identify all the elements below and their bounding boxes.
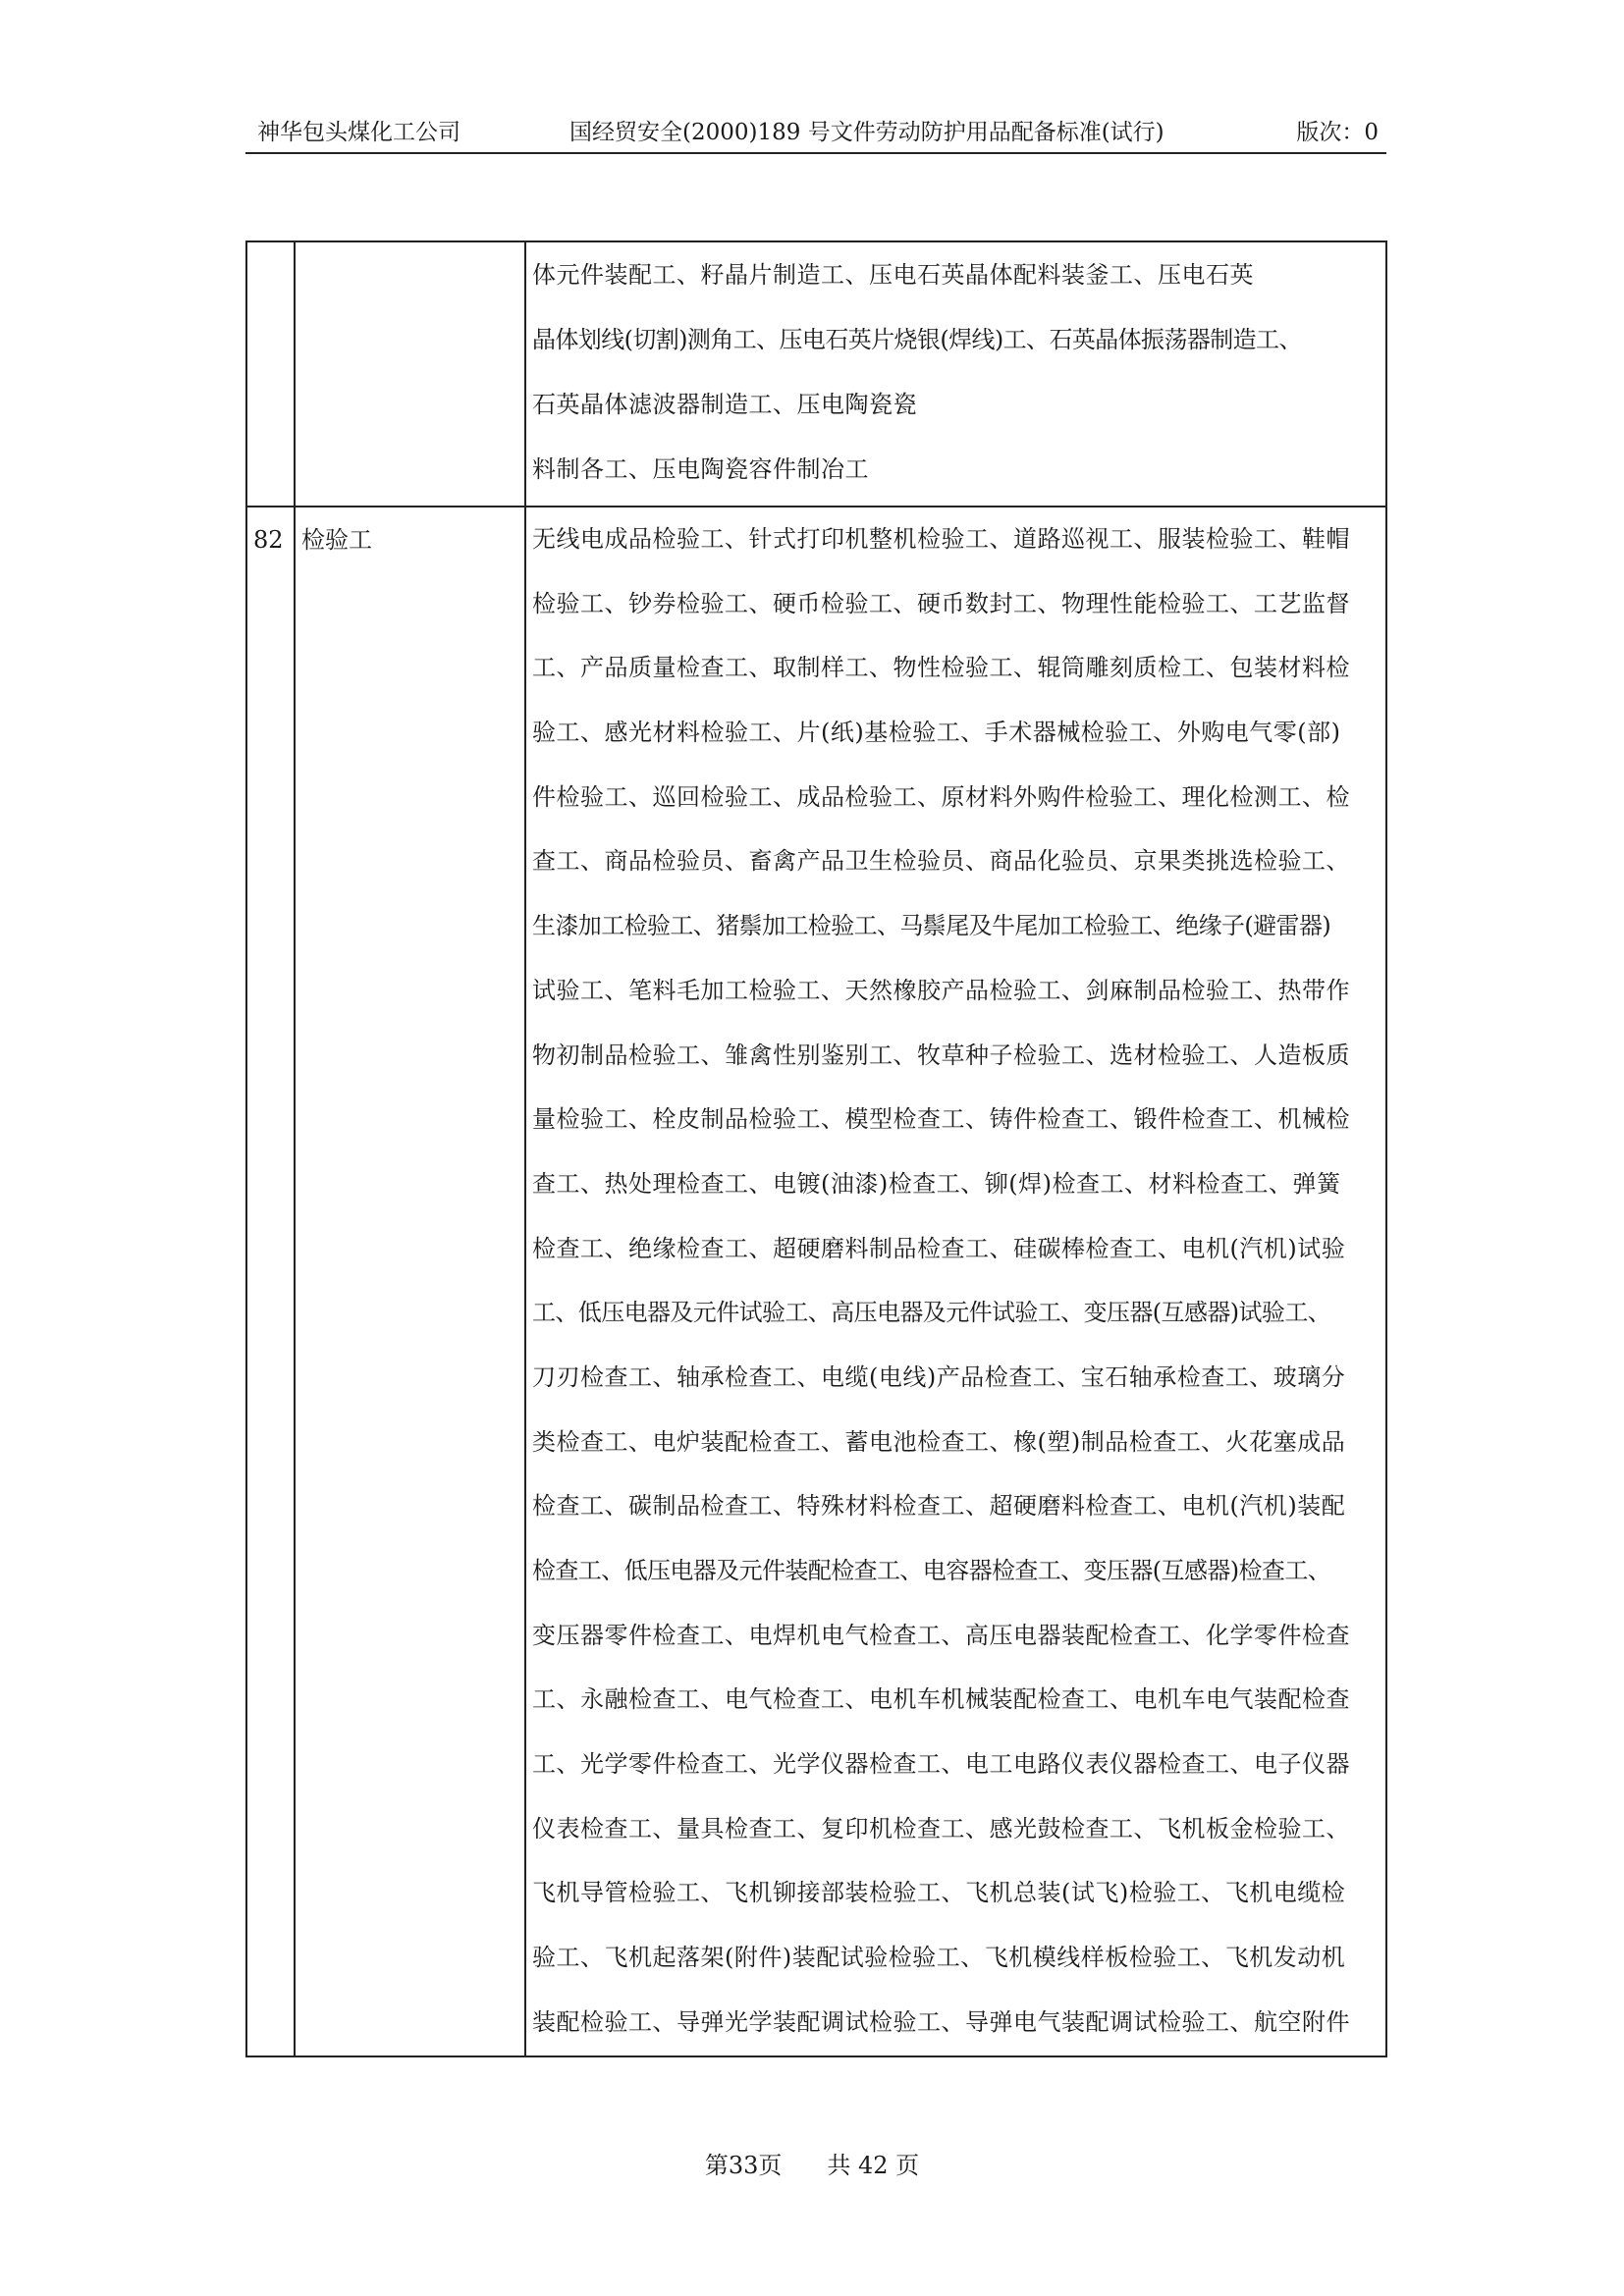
job-category-name: 检验工 <box>301 526 372 554</box>
job-list-line: 刀刃检查工、轴承检查工、电缆(电线)产品检查工、宝石轴承检查工、玻璃分 <box>532 1362 1346 1391</box>
job-list-line: 飞机导管检验工、飞机铆接部装检验工、飞机总装(试飞)检验工、飞机电缆检 <box>532 1879 1346 1907</box>
job-list-line: 装配检验工、导弹光学装配调试检验工、导弹电气装配调试检验工、航空附件 <box>532 2007 1350 2036</box>
job-list-line: 变压器零件检查工、电焊机电气检查工、高压电器装配检查工、化学零件检查 <box>532 1621 1350 1649</box>
job-list-line: 查工、商品检验员、畜禽产品卫生检验员、商品化验员、京果类挑选检验工、 <box>532 847 1350 876</box>
row-number-cell <box>246 507 295 2056</box>
job-list-line: 石英晶体滤波器制造工、压电陶瓷瓷 <box>532 391 917 418</box>
job-list-line: 工、低压电器及元件试验工、高压电器及元件试验工、变压器(互感器)试验工、 <box>532 1299 1331 1327</box>
header-title: 国经贸安全(2000)189 号文件劳动防护用品配备标准(试行) <box>569 120 1164 145</box>
job-list-line: 工、永融检查工、电气检查工、电机车机械装配检查工、电机车电气装配检查 <box>532 1685 1350 1714</box>
table-row-continuation <box>246 241 1386 507</box>
page-footer <box>0 2146 1624 2180</box>
table-row-82 <box>246 507 1386 2056</box>
row-number-cell <box>246 241 295 507</box>
job-list-line: 试验工、笔料毛加工检验工、天然橡胶产品检验工、剑麻制品检验工、热带作 <box>532 976 1350 1004</box>
page-total: 共 42 页 <box>827 2152 920 2179</box>
job-list-line: 量检验工、栓皮制品检验工、模型检查工、铸件检查工、锻件检查工、机械检 <box>532 1105 1350 1134</box>
job-list-line: 料制各工、压电陶瓷容件制冶工 <box>532 455 869 483</box>
page-header <box>245 113 1386 154</box>
job-list-line: 件检验工、巡回检验工、成品检验工、原材料外购件检验工、理化检测工、检 <box>532 782 1350 811</box>
row-name-cell <box>295 241 525 507</box>
job-list-line: 体元件装配工、籽晶片制造工、压电石英晶体配料装釜工、压电石英 <box>532 261 1254 289</box>
job-list-line: 工、光学零件检查工、光学仪器检查工、电工电路仪表仪器检查工、电子仪器 <box>532 1750 1350 1779</box>
job-list-line: 工、产品质量检查工、取制样工、物性检验工、辊筒雕刻质检工、包装材料检 <box>532 654 1350 682</box>
row-number: 82 <box>253 526 284 554</box>
job-list-line: 生漆加工检验工、猪鬃加工检验工、马鬃尾及牛尾加工检验工、绝缘子(避雷器) <box>532 912 1331 940</box>
row-name-cell <box>295 507 525 2056</box>
job-list-line: 检验工、钞券检验工、硬币检验工、硬币数封工、物理性能检验工、工艺监督 <box>532 589 1350 617</box>
page-number: 第33页 <box>704 2152 783 2179</box>
job-list-line: 无线电成品检验工、针式打印机整机检验工、道路巡视工、服装检验工、鞋帽 <box>532 525 1350 553</box>
header-version: 版次：0 <box>1296 120 1379 145</box>
job-list-line: 晶体划线(切割)测角工、压电石英片烧银(焊线)工、石英晶体振荡器制造工、 <box>532 326 1302 353</box>
job-list-line: 验工、感光材料检验工、片(纸)基检验工、手术器械检验工、外购电气零(部) <box>532 719 1341 747</box>
job-list-line: 检查工、低压电器及元件装配检查工、电容器检查工、变压器(互感器)检查工、 <box>532 1557 1331 1584</box>
job-list-line: 检查工、碳制品检查工、特殊材料检查工、超硬磨料检查工、电机(汽机)装配 <box>532 1492 1346 1521</box>
header-company: 神华包头煤化工公司 <box>257 120 460 145</box>
standards-table <box>245 240 1387 2057</box>
job-list-line: 查工、热处理检查工、电镀(油漆)检查工、铆(焊)检查工、材料检查工、弹簧 <box>532 1169 1341 1198</box>
job-list-line: 类检查工、电炉装配检查工、蓄电池检查工、橡(塑)制品检查工、火花塞成品 <box>532 1427 1346 1456</box>
job-list-line: 验工、飞机起落架(附件)装配试验检验工、飞机模线样板检验工、飞机发动机 <box>532 1944 1346 1972</box>
job-list-cell <box>525 241 1386 507</box>
job-list-line: 物初制品检验工、雏禽性别鉴别工、牧草种子检验工、选材检验工、人造板质 <box>532 1041 1350 1069</box>
job-list-cell <box>525 507 1386 2056</box>
job-list-line: 仪表检查工、量具检查工、复印机检查工、感光鼓检查工、飞机板金检验工、 <box>532 1814 1350 1842</box>
job-list-line: 检查工、绝缘检查工、超硬磨料制品检查工、硅碳棒检查工、电机(汽机)试验 <box>532 1234 1346 1262</box>
